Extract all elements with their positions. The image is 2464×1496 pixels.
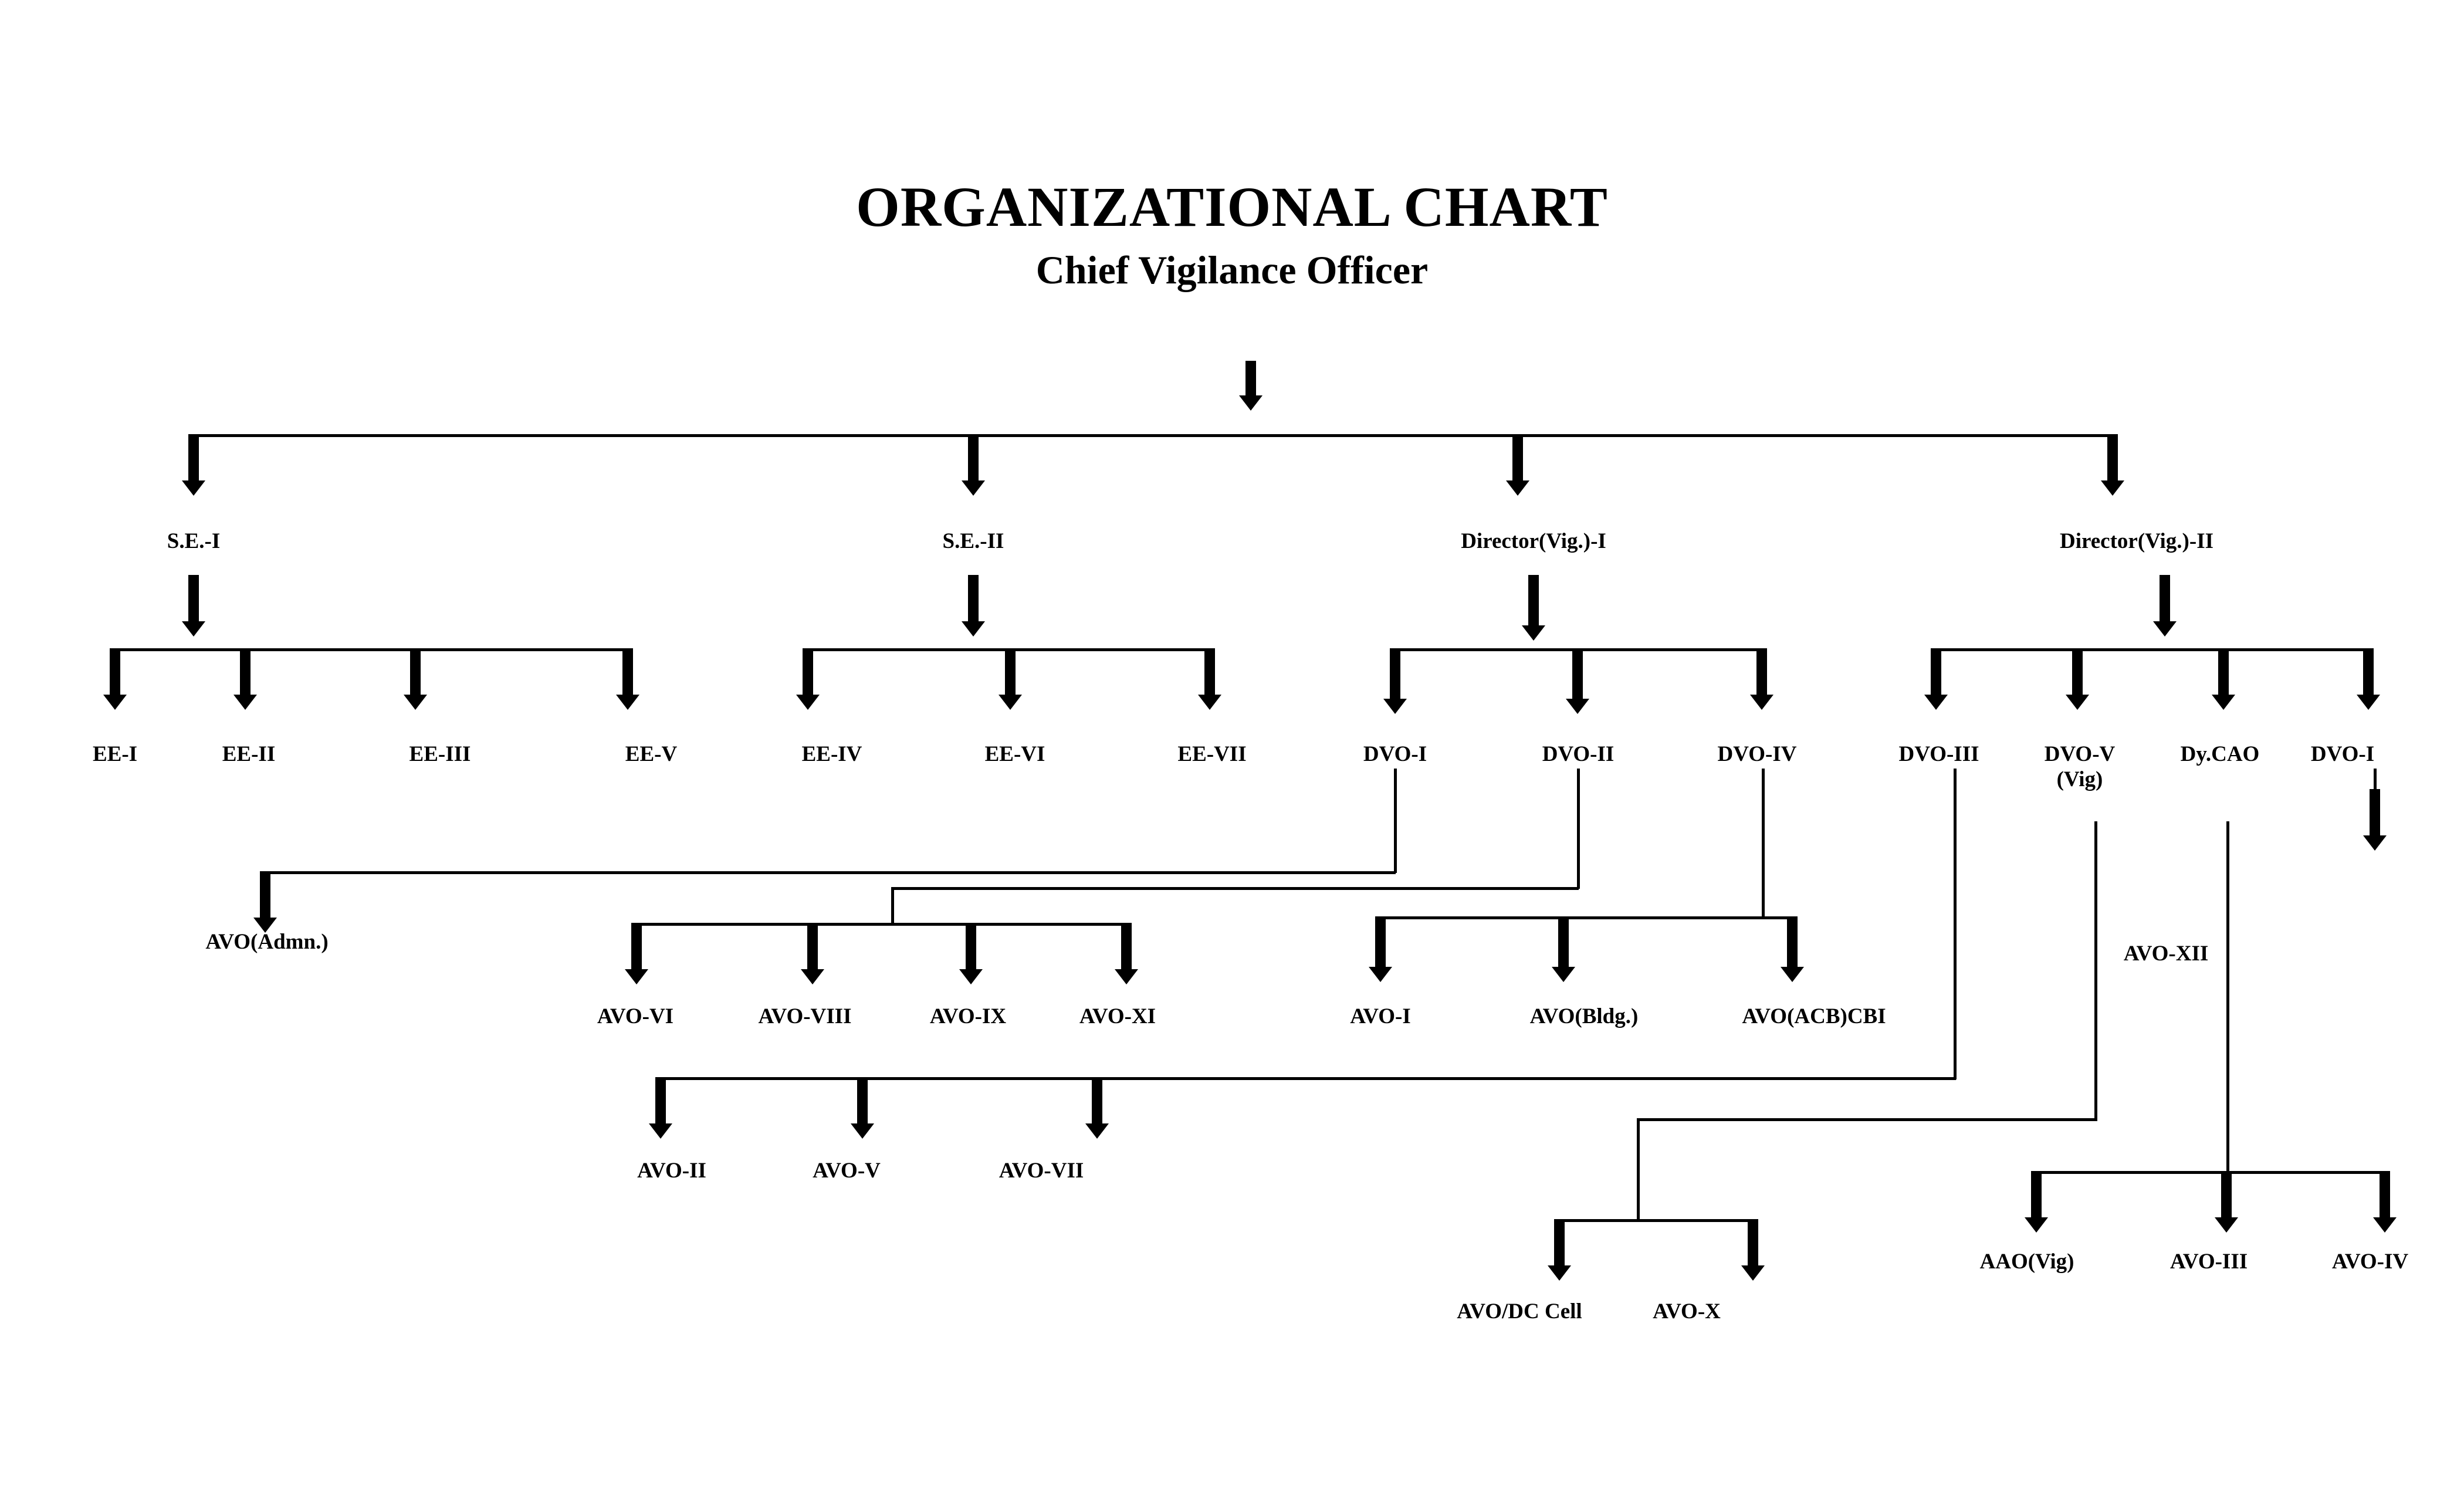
node-dvo5-line1: DVO-V (2044, 742, 2116, 766)
connector-bus-avo6-group (891, 887, 1579, 890)
connector-bus-avo2-row (658, 1077, 1956, 1080)
page-title: ORGANIZATIONAL CHART (856, 175, 1608, 238)
connector-line-dvo1-drop (1394, 769, 1397, 873)
node-ee7[interactable]: EE-VII (1177, 742, 1247, 766)
connector-line-avodc-drop (1637, 1118, 1640, 1221)
node-aao-vig[interactable]: AAO(Vig) (1979, 1250, 2074, 1274)
node-ee1[interactable]: EE-I (92, 742, 138, 766)
node-avo10[interactable]: AVO-X (1653, 1299, 1721, 1324)
node-dvo1-b[interactable]: DVO-I (2310, 742, 2375, 766)
node-dvo5-line2: (Vig) (2056, 767, 2103, 791)
node-avo-dc-cell[interactable]: AVO/DC Cell (1457, 1299, 1582, 1324)
connector-bus-avo1-row (1379, 916, 1794, 919)
node-ee4[interactable]: EE-IV (801, 742, 862, 766)
node-director-vig-1[interactable]: Director(Vig.)-I (1461, 529, 1606, 553)
connector-bus-level1 (192, 434, 2114, 437)
node-avo7[interactable]: AVO-VII (999, 1159, 1084, 1183)
node-avo-bldg[interactable]: AVO(Bldg.) (1529, 1004, 1639, 1028)
connector-line-avo6-group-drop (891, 887, 894, 925)
node-avo6[interactable]: AVO-VI (597, 1004, 674, 1028)
node-se2[interactable]: S.E.-II (942, 529, 1004, 553)
node-ee3[interactable]: EE-III (409, 742, 471, 766)
connector-line-dvo5-drop (2094, 821, 2097, 1121)
node-ee5[interactable]: EE-V (625, 742, 678, 766)
node-avo3[interactable]: AVO-III (2169, 1250, 2248, 1274)
connector-line-dvo3-drop (1954, 769, 1957, 1079)
page-subtitle: Chief Vigilance Officer (1035, 247, 1429, 292)
node-avo1[interactable]: AVO-I (1350, 1004, 1411, 1028)
node-avo-acb-cbi[interactable]: AVO(ACB)CBI (1742, 1004, 1886, 1028)
connector-line-dvo2-drop (1577, 769, 1580, 889)
node-se1[interactable]: S.E.-I (167, 529, 221, 553)
node-ee6[interactable]: EE-VI (984, 742, 1045, 766)
node-avo12[interactable]: AVO-XII (2123, 942, 2209, 966)
connector-bus-aao-row (2035, 1171, 2388, 1174)
node-avo5[interactable]: AVO-V (813, 1159, 881, 1183)
node-avo11[interactable]: AVO-XI (1079, 1004, 1156, 1028)
node-dvo3[interactable]: DVO-III (1898, 742, 1979, 766)
node-avo8[interactable]: AVO-VIII (758, 1004, 852, 1028)
node-dvo1[interactable]: DVO-I (1363, 742, 1427, 766)
node-dvo2[interactable]: DVO-II (1542, 742, 1615, 766)
node-avo9[interactable]: AVO-IX (929, 1004, 1007, 1028)
node-director-vig-2[interactable]: Director(Vig.)-II (2060, 529, 2213, 553)
node-avo-admn[interactable]: AVO(Admn.) (205, 930, 329, 954)
connector-bus-dvo5-row (1637, 1118, 2097, 1121)
connector-bus-avo6-row (635, 923, 1128, 926)
node-avo2[interactable]: AVO-II (637, 1159, 706, 1183)
connector-bus-avodc-row (1558, 1219, 1754, 1222)
connector-bus-dv2 (1934, 648, 2370, 651)
connector-line-avo12-drop (2226, 821, 2229, 1173)
connector-line-dvo4-drop (1762, 769, 1765, 918)
node-ee2[interactable]: EE-II (222, 742, 276, 766)
connector-bus-avoadmn (263, 871, 1396, 874)
node-dycao[interactable]: Dy.CAO (2180, 742, 2260, 766)
node-dvo4[interactable]: DVO-IV (1717, 742, 1797, 766)
node-avo4[interactable]: AVO-IV (2331, 1250, 2409, 1274)
chart-title-block (0, 176, 2464, 294)
node-dvo5[interactable] (2045, 742, 2116, 792)
connector-bus-se1 (114, 648, 629, 651)
